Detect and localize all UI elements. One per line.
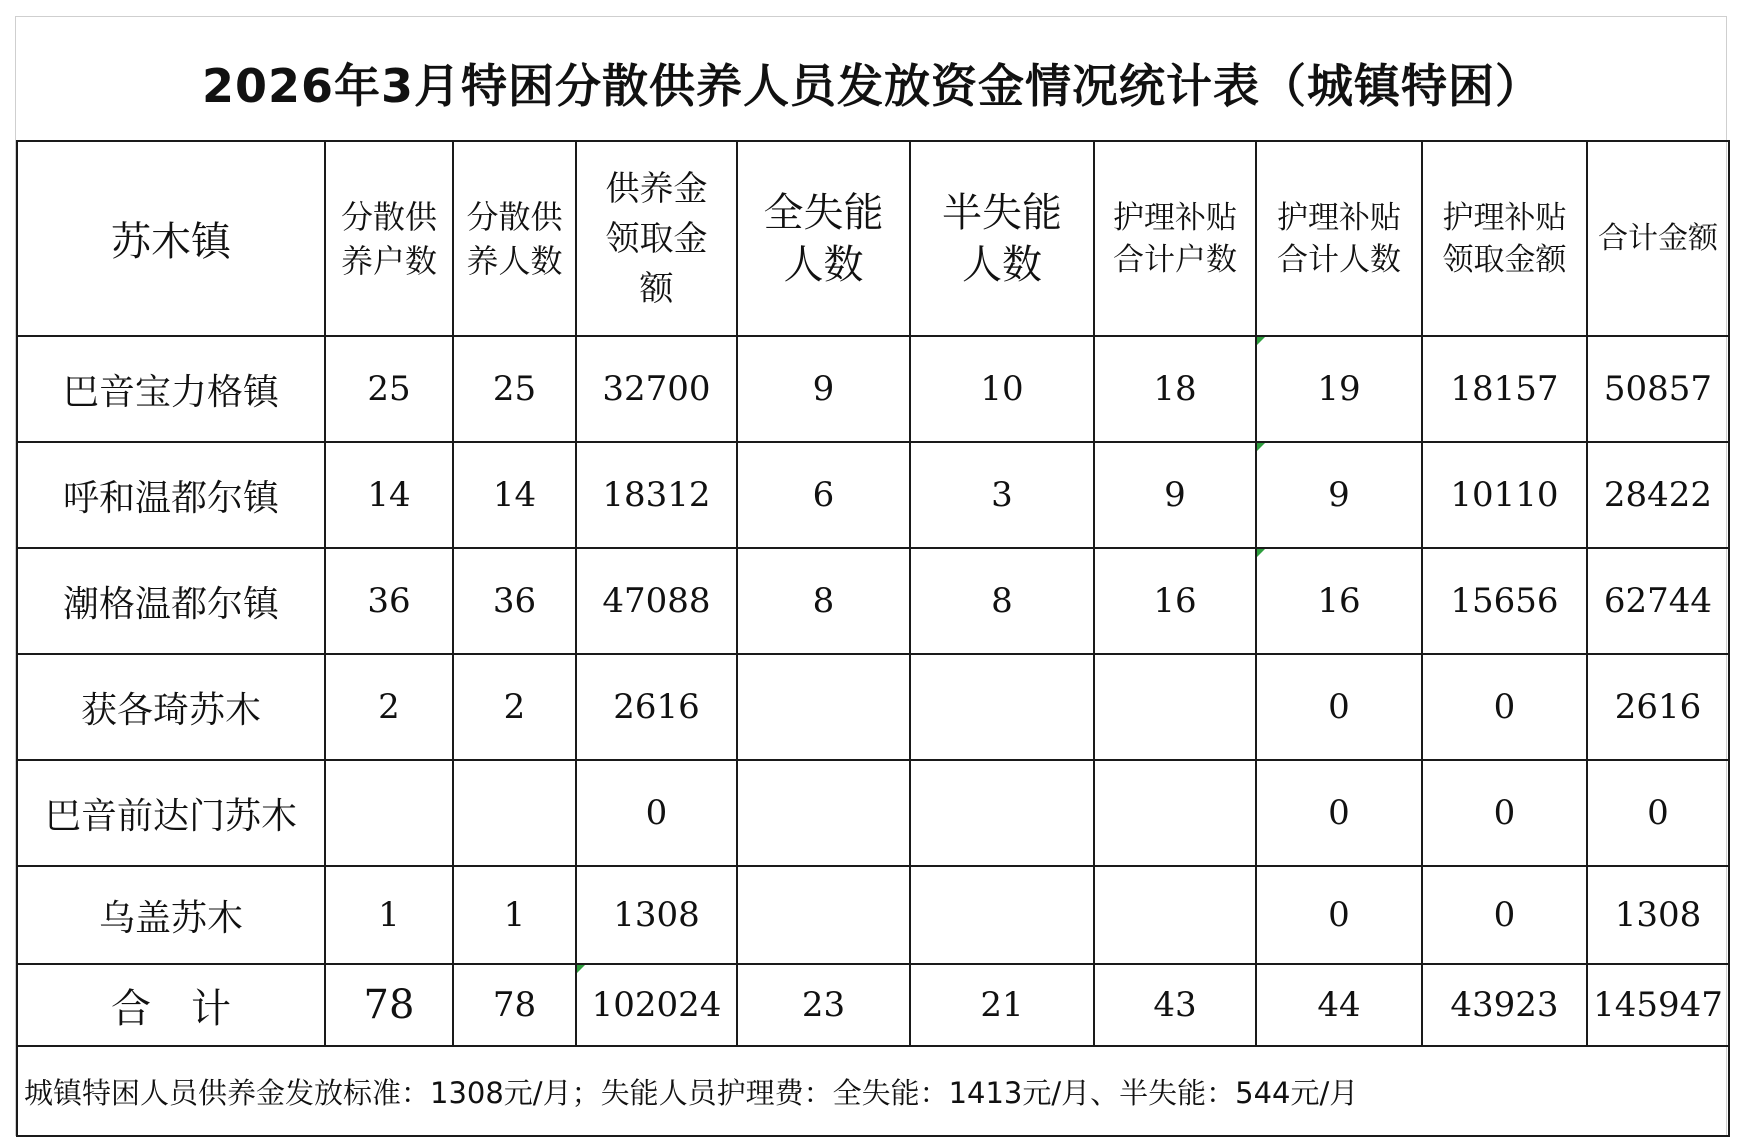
total-amount-cell[interactable]: 28422: [1587, 442, 1729, 548]
full-disability-cell[interactable]: [737, 760, 910, 866]
header-care-hh-line2: 合计户数: [1113, 241, 1237, 278]
header-care-p-line1: 护理补贴: [1277, 199, 1401, 236]
town-cell[interactable]: 乌盖苏木: [17, 866, 325, 964]
header-half-disability[interactable]: [910, 141, 1094, 336]
households-cell[interactable]: 14: [325, 442, 453, 548]
table-row: [17, 442, 1729, 548]
half-disability-cell[interactable]: [910, 654, 1094, 760]
footnote-row: [17, 1046, 1729, 1136]
half-disability-cell[interactable]: 10: [910, 336, 1094, 442]
care-households-cell[interactable]: [1094, 654, 1256, 760]
header-support-line2: 领取金: [605, 218, 708, 259]
half-disability-cell[interactable]: [910, 760, 1094, 866]
half-disability-cell[interactable]: 8: [910, 548, 1094, 654]
town-cell[interactable]: 获各琦苏木: [17, 654, 325, 760]
table-row: [17, 654, 1729, 760]
town-cell[interactable]: 巴音宝力格镇: [17, 336, 325, 442]
table-row: [17, 760, 1729, 866]
households-cell[interactable]: 36: [325, 548, 453, 654]
full-disability-cell[interactable]: 9: [737, 336, 910, 442]
care-persons-cell[interactable]: 19: [1256, 336, 1422, 442]
header-persons-line2: 养人数: [466, 241, 563, 280]
totals-care-persons-cell[interactable]: 44: [1256, 964, 1422, 1046]
support-cell[interactable]: 0: [576, 760, 737, 866]
care-amount-cell[interactable]: 10110: [1422, 442, 1587, 548]
care-persons-cell[interactable]: 0: [1256, 654, 1422, 760]
care-persons-cell[interactable]: 0: [1256, 760, 1422, 866]
support-cell[interactable]: 2616: [576, 654, 737, 760]
header-persons-line1: 分散供: [466, 197, 563, 236]
header-households-line2: 养户数: [340, 241, 437, 280]
care-households-cell[interactable]: 9: [1094, 442, 1256, 548]
table-title: 2026年3月特困分散供养人员发放资金情况统计表（城镇特困）: [201, 59, 1543, 113]
statistics-table: [16, 140, 1730, 1137]
care-amount-cell[interactable]: 0: [1422, 760, 1587, 866]
header-total-amount[interactable]: 合计金额: [1587, 141, 1729, 336]
header-support-amount[interactable]: [576, 141, 737, 336]
totals-care-amount-cell[interactable]: 43923: [1422, 964, 1587, 1046]
support-cell[interactable]: 1308: [576, 866, 737, 964]
header-care-amt-line2: 领取金额: [1442, 241, 1567, 278]
support-cell[interactable]: 47088: [576, 548, 737, 654]
care-persons-cell[interactable]: 0: [1256, 866, 1422, 964]
table-row: [17, 336, 1729, 442]
persons-cell[interactable]: 14: [453, 442, 576, 548]
support-cell[interactable]: 18312: [576, 442, 737, 548]
totals-row: [17, 964, 1729, 1046]
households-cell[interactable]: 25: [325, 336, 453, 442]
full-disability-cell[interactable]: 8: [737, 548, 910, 654]
header-care-amount[interactable]: [1422, 141, 1587, 336]
care-persons-cell[interactable]: 16: [1256, 548, 1422, 654]
households-cell[interactable]: [325, 760, 453, 866]
header-care-hh-line1: 护理补贴: [1113, 199, 1237, 236]
header-half-line1: 半失能: [942, 189, 1062, 236]
town-cell[interactable]: 呼和温都尔镇: [17, 442, 325, 548]
households-cell[interactable]: 2: [325, 654, 453, 760]
care-amount-cell[interactable]: 18157: [1422, 336, 1587, 442]
header-support-line3: 额: [639, 268, 674, 309]
care-amount-cell[interactable]: 0: [1422, 654, 1587, 760]
care-households-cell[interactable]: 16: [1094, 548, 1256, 654]
table-row: [17, 866, 1729, 964]
totals-households-cell[interactable]: 78: [325, 964, 453, 1046]
full-disability-cell[interactable]: [737, 866, 910, 964]
total-amount-cell[interactable]: 62744: [1587, 548, 1729, 654]
header-persons[interactable]: [453, 141, 576, 336]
totals-label-cell[interactable]: 合计: [17, 964, 325, 1046]
header-town[interactable]: 苏木镇: [17, 141, 325, 336]
header-care-households[interactable]: [1094, 141, 1256, 336]
totals-full-disability-cell[interactable]: 23: [737, 964, 910, 1046]
footnote-cell[interactable]: 城镇特困人员供养金发放标准：1308元/月；失能人员护理费：全失能：1413元/月、半失能：544元/月: [17, 1046, 1729, 1136]
half-disability-cell[interactable]: 3: [910, 442, 1094, 548]
totals-persons-cell[interactable]: 78: [453, 964, 576, 1046]
persons-cell[interactable]: 36: [453, 548, 576, 654]
persons-cell[interactable]: [453, 760, 576, 866]
header-care-persons[interactable]: [1256, 141, 1422, 336]
full-disability-cell[interactable]: 6: [737, 442, 910, 548]
totals-care-households-cell[interactable]: 43: [1094, 964, 1256, 1046]
care-amount-cell[interactable]: 0: [1422, 866, 1587, 964]
header-half-line2: 人数: [962, 241, 1042, 288]
households-cell[interactable]: 1: [325, 866, 453, 964]
care-amount-cell[interactable]: 15656: [1422, 548, 1587, 654]
support-cell[interactable]: 32700: [576, 336, 737, 442]
header-full-line1: 全失能: [763, 189, 884, 236]
header-support-line1: 供养金: [605, 168, 708, 209]
totals-half-disability-cell[interactable]: 21: [910, 964, 1094, 1046]
totals-total-amount-cell[interactable]: 145947: [1587, 964, 1729, 1046]
half-disability-cell[interactable]: [910, 866, 1094, 964]
care-persons-cell[interactable]: 9: [1256, 442, 1422, 548]
full-disability-cell[interactable]: [737, 654, 910, 760]
header-care-p-line2: 合计人数: [1277, 241, 1401, 278]
header-full-line2: 人数: [783, 241, 864, 288]
total-amount-cell[interactable]: 0: [1587, 760, 1729, 866]
care-households-cell[interactable]: 18: [1094, 336, 1256, 442]
persons-cell[interactable]: 1: [453, 866, 576, 964]
care-households-cell[interactable]: [1094, 760, 1256, 866]
town-cell[interactable]: 巴音前达门苏木: [17, 760, 325, 866]
total-amount-cell[interactable]: 1308: [1587, 866, 1729, 964]
header-households-line1: 分散供: [340, 197, 437, 236]
header-households[interactable]: [325, 141, 453, 336]
total-amount-cell[interactable]: 2616: [1587, 654, 1729, 760]
persons-cell[interactable]: 2: [453, 654, 576, 760]
town-cell[interactable]: 潮格温都尔镇: [17, 548, 325, 654]
table-row: [17, 548, 1729, 654]
header-care-amt-line1: 护理补贴: [1442, 199, 1567, 236]
care-households-cell[interactable]: [1094, 866, 1256, 964]
persons-cell[interactable]: 25: [453, 336, 576, 442]
totals-support-cell[interactable]: 102024: [576, 964, 737, 1046]
header-full-disability[interactable]: [737, 141, 910, 336]
total-amount-cell[interactable]: 50857: [1587, 336, 1729, 442]
header-row: [17, 141, 1729, 336]
